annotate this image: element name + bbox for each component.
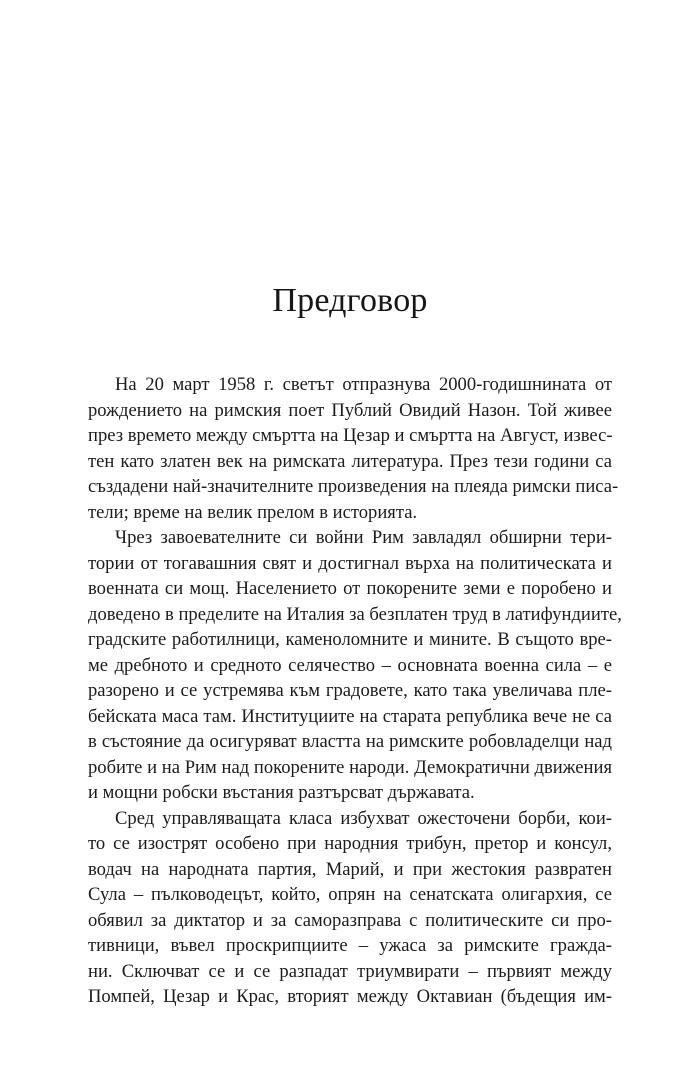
paragraph-3 xyxy=(88,806,612,1010)
text-line: обявил за диктатор и за саморазправа с политическите си про- xyxy=(88,909,612,931)
text-line: Сред управляващата класа избухват ожесточени борби, кои- xyxy=(115,807,612,829)
text-line: ме дребното и средното селячество – основната военна сила – е xyxy=(88,654,612,676)
chapter-title: Предговор xyxy=(272,282,428,319)
text-line: робите и на Рим над покорените народи. Демократични движения xyxy=(88,756,612,778)
text-line: тории от тогавашния свят и достигнал върха на политическата и xyxy=(88,552,612,574)
text-line: създадени най-значителните произведения на плеяда римски писа- xyxy=(88,476,619,497)
text-line: то се изострят особено при народния трибун, претор и консул, xyxy=(88,833,612,854)
text-line: водач на народната партия, Марий, и при жестокия развратен xyxy=(88,858,612,880)
text-line: тен като златен век на римската литература. През тези години са xyxy=(88,450,612,472)
text-line: На 20 март 1958 г. светът отпразнува 2000-годишнината от xyxy=(115,374,612,395)
text-line: ни. Сключват се и се разпадат триумвирати – първият между xyxy=(88,960,612,982)
text-line: тели; време на велик прелом в историята. xyxy=(88,501,418,523)
text-line: градските работилници, каменоломните и мините. В същото вре- xyxy=(88,629,612,650)
body-text xyxy=(88,372,622,1010)
paragraph-1 xyxy=(88,372,619,525)
text-line: през времето между смъртта на Цезар и смъртта на Август, извес- xyxy=(88,425,613,446)
text-line: Помпей, Цезар и Крас, вторият между Октавиан (бъдещия им- xyxy=(88,986,612,1007)
text-line: доведено в пределите на Италия за безплатен труд в латифундиите, xyxy=(88,603,622,625)
text-line: рождението на римския поет Публий Овидий Назон. Той живее xyxy=(88,399,612,421)
text-line: тивници, въвел проскрипциите – ужаса за римските гражда- xyxy=(88,935,612,956)
text-line: Чрез завоевателните си войни Рим завладял обширни тери- xyxy=(115,527,612,548)
text-line: разорено и се устремява към градовете, като така увеличава пле- xyxy=(88,680,612,701)
text-line: и мощни робски въстания разтърсват държавата. xyxy=(88,782,475,803)
text-line: Сула – пълководецът, който, опрян на сенатската олигархия, се xyxy=(88,884,612,905)
text-line: военната си мощ. Населението от покорените земи е поробено и xyxy=(88,578,612,599)
text-line: в състояние да осигуряват властта на римските робовладелци над xyxy=(88,731,612,752)
text-line: бейската маса там. Институциите на старата република вече не са xyxy=(88,705,612,727)
paragraph-2 xyxy=(88,525,622,806)
